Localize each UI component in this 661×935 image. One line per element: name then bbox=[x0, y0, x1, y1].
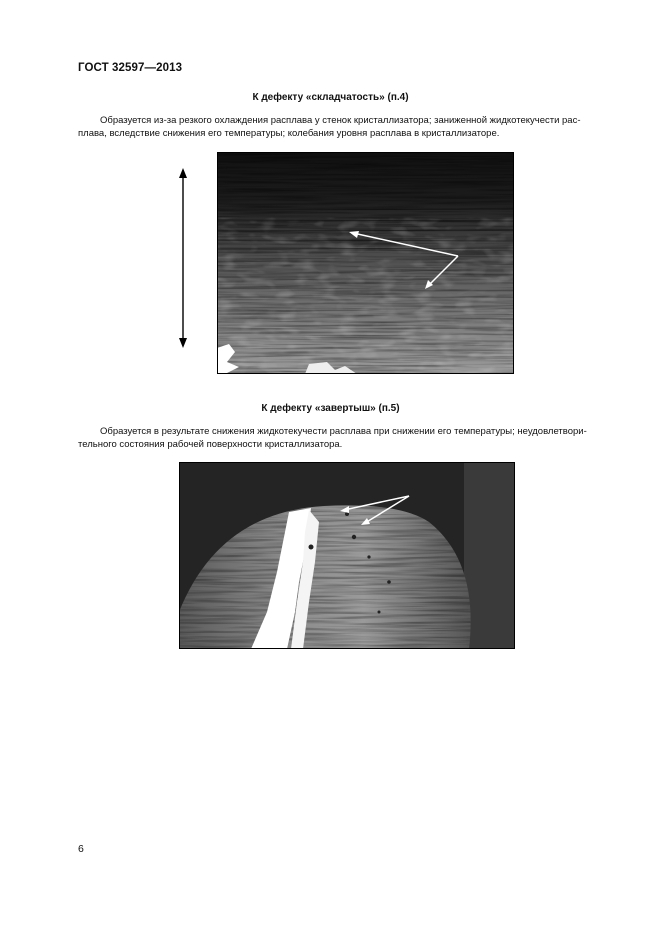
section-1-title: К дефекту «складчатость» (п.4) bbox=[252, 92, 409, 103]
section-1-line-1: Образуется из-за резкого охлаждения расплава у стенок кристаллизатора; заниженной жидкотекучести рас- bbox=[100, 115, 581, 126]
section-1-description bbox=[78, 114, 614, 140]
photo-twist-defect bbox=[179, 462, 515, 649]
section-2-line-2: тельного состояния рабочей поверхности кристаллизатора. bbox=[78, 439, 343, 450]
section-1-line-2: плава, вследствие снижения его температуры; колебания уровня расплава в кристаллизаторе. bbox=[78, 128, 500, 139]
photo-lap-defect bbox=[217, 152, 514, 374]
standard-code: ГОСТ 32597—2013 bbox=[78, 62, 183, 74]
vertical-direction-arrow-icon bbox=[176, 168, 190, 348]
section-2-title: К дефекту «завертыш» (п.5) bbox=[261, 403, 400, 414]
section-2-description bbox=[78, 425, 614, 451]
section-2-line-1: Образуется в результате снижения жидкотекучести расплава при снижении его температуры; неудовлетвори- bbox=[100, 426, 587, 437]
page-number: 6 bbox=[78, 843, 84, 855]
